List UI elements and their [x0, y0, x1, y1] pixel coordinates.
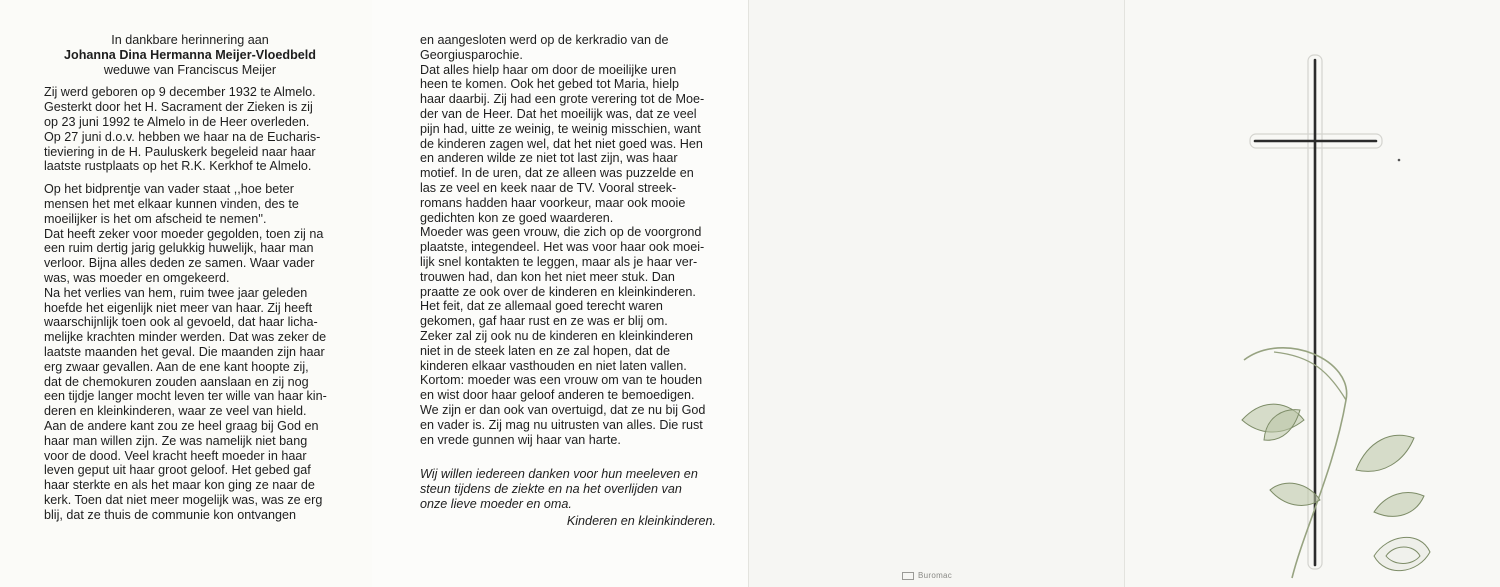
text-line: kinderen elkaar vasthouden en niet laten vallen. [420, 358, 687, 373]
text-line: verloor. Bijna alles deden ze samen. Waar vader [44, 256, 315, 271]
text-line: moeilijker is het om afscheid te nemen''. [44, 211, 267, 226]
text-line: melijke krachten minder werden. Dat was zeker de [44, 330, 327, 345]
text-line: Dat alles hielp haar om door de moeilijke uren [420, 62, 677, 77]
text-line: deren en kleinkinderen, waar ze veel van hield. [44, 404, 307, 419]
text-line: en anderen wilde ze niet tot last zijn, was haar [420, 151, 678, 166]
publisher-name: Buromac [918, 571, 953, 580]
header-intro: In dankbare herinnering aan [111, 33, 269, 47]
cross-icon [1124, 0, 1500, 587]
text-line: Zeker zal zij ook nu de kinderen en kleinkinderen [420, 328, 694, 343]
text-line: plaatste, integendeel. Het was voor haar ook moei- [420, 240, 705, 255]
text-line: der van de Heer. Dat het moeilijk was, dat ze veel [420, 106, 697, 121]
header-widow-line: weduwe van Franciscus Meijer [103, 62, 277, 77]
memorial-header [44, 33, 336, 77]
blank-back-panel [748, 0, 1124, 587]
text-line: erg zwaar gevallen. Aan de ene kant hoopte zij, [44, 359, 309, 374]
text-line: romans hadden haar voorkeur, maar ook mooie [420, 195, 686, 210]
text-line: Kortom: moeder was een vrouw om van te houden [420, 373, 703, 388]
text-line: laatste maanden het geval. Die maanden zijn haar [44, 344, 325, 359]
text-line: op 23 juni 1992 te Almelo in de Heer overleden. [44, 114, 310, 129]
text-line: motief. In de uren, dat ze alleen was puzzelde en [420, 166, 694, 181]
text-line: Wij willen iedereen danken voor hun meeleven en [420, 467, 698, 482]
text-line: Georgiusparochie. [420, 47, 523, 62]
text-line: mensen het met elkaar kunnen vinden, des te [44, 196, 299, 211]
text-line: haar daarbij. Zij had een grote verering tot de Moe- [420, 92, 705, 107]
text-line: Gesterkt door het H. Sacrament der Zieken is zij [44, 100, 313, 115]
text-line: en vrede gunnen wij haar van harte. [420, 432, 621, 447]
text-line: niet in de steek laten en ze zal hopen, dat de [420, 343, 670, 358]
text-line: dat de chemokuren zouden aanslaan en zij nog [44, 374, 309, 389]
right-column [420, 33, 716, 529]
text-line: hoefde het eigenlijk niet meer van haar. Zij heeft [44, 300, 313, 315]
text-line: Aan de andere kant zou ze heel graag bij God en [44, 418, 319, 433]
tribute-continued [420, 33, 716, 447]
text-line: We zijn er dan ook van overtuigd, dat ze nu bij God [420, 402, 706, 417]
text-line: was, was moeder en omgekeerd. [44, 270, 230, 285]
signature: Kinderen en kleinkinderen. [566, 513, 716, 528]
thanks-paragraph [420, 467, 716, 511]
text-line: en aangesloten werd op de kerkradio van de [420, 33, 669, 47]
text-line: blij, dat ze thuis de communie kon ontvangen [44, 507, 297, 522]
text-line: Het feit, dat ze allemaal goed terecht waren [420, 299, 663, 314]
text-line: Dat heeft zeker voor moeder gegolden, toen zij na [44, 226, 324, 241]
publisher-mark [902, 571, 952, 580]
text-line: steun tijdens de ziekte en na het overlijden van [420, 482, 682, 497]
left-column [44, 33, 336, 523]
text-line: de kinderen zagen wel, dat het niet goed was. Hen [420, 136, 703, 151]
text-line: haar sterkte en als het maar kon ging ze naar de [44, 478, 315, 493]
rose-illustration [1242, 348, 1430, 578]
text-line: Op 27 juni d.o.v. hebben we haar na de Eucharis- [44, 129, 321, 144]
deceased-name: Johanna Dina Hermanna Meijer-Vloedbeld [64, 47, 316, 62]
text-line: pijn had, uitte ze weinig, te weinig misschien, want [420, 121, 701, 136]
text-line: gedichten kon ze goed waarderen. [420, 210, 614, 225]
text-line: en vader is. Zij mag nu uitrusten van alles. Die rust [420, 417, 703, 432]
text-line: waarschijnlijk toen ook al gevoeld, dat haar licha- [44, 315, 318, 330]
text-line: haar man willen zijn. Ze was namelijk niet bang [44, 433, 308, 448]
text-line: laatste rustplaats op het R.K. Kerkhof te Almelo. [44, 159, 312, 174]
text-line: Zij werd geboren op 9 december 1932 te Almelo. [44, 85, 316, 100]
text-line: heen te komen. Ook het gebed tot Maria, hielp [420, 77, 680, 92]
text-line: las ze veel en keek naar de TV. Vooral streek- [420, 180, 677, 195]
text-line: Op het bidprentje van vader staat ,,hoe beter [44, 182, 294, 197]
tribute-paragraph [44, 182, 336, 522]
text-line: tieviering in de H. Pauluskerk begeleid naar haar [44, 144, 316, 159]
text-line: kerk. Toen dat niet meer mogelijk was, was ze erg [44, 492, 323, 507]
text-line: gekomen, gaf haar rust en ze was er blij om. [420, 314, 668, 329]
text-line: onze lieve moeder en oma. [420, 496, 572, 511]
publisher-logo-icon [902, 572, 914, 580]
text-line: Moeder was geen vrouw, die zich op de voorgrond [420, 225, 702, 240]
text-line: voor de dood. Veel kracht heeft moeder in haar [44, 448, 307, 463]
text-line: leven geput uit haar groot geloof. Het gebed gaf [44, 463, 311, 478]
text-line: een tijdje langer mocht leven ter wille van haar kin- [44, 389, 327, 404]
text-line: en wist door haar geloof anderen te bemoedigen. [420, 388, 695, 403]
text-line: praatte ze ook over de kinderen en kleinkinderen. [420, 284, 696, 299]
biography-paragraph [44, 85, 336, 174]
text-line: Na het verlies van hem, ruim twee jaar geleden [44, 285, 308, 300]
text-line: een ruim dertig jarig gelukkig huwelijk, haar man [44, 241, 314, 256]
text-line: trouwen had, dan kon het niet meer stuk. Dan [420, 269, 675, 284]
text-line: lijk snel kontakten te leggen, maar als je haar ver- [420, 254, 698, 269]
